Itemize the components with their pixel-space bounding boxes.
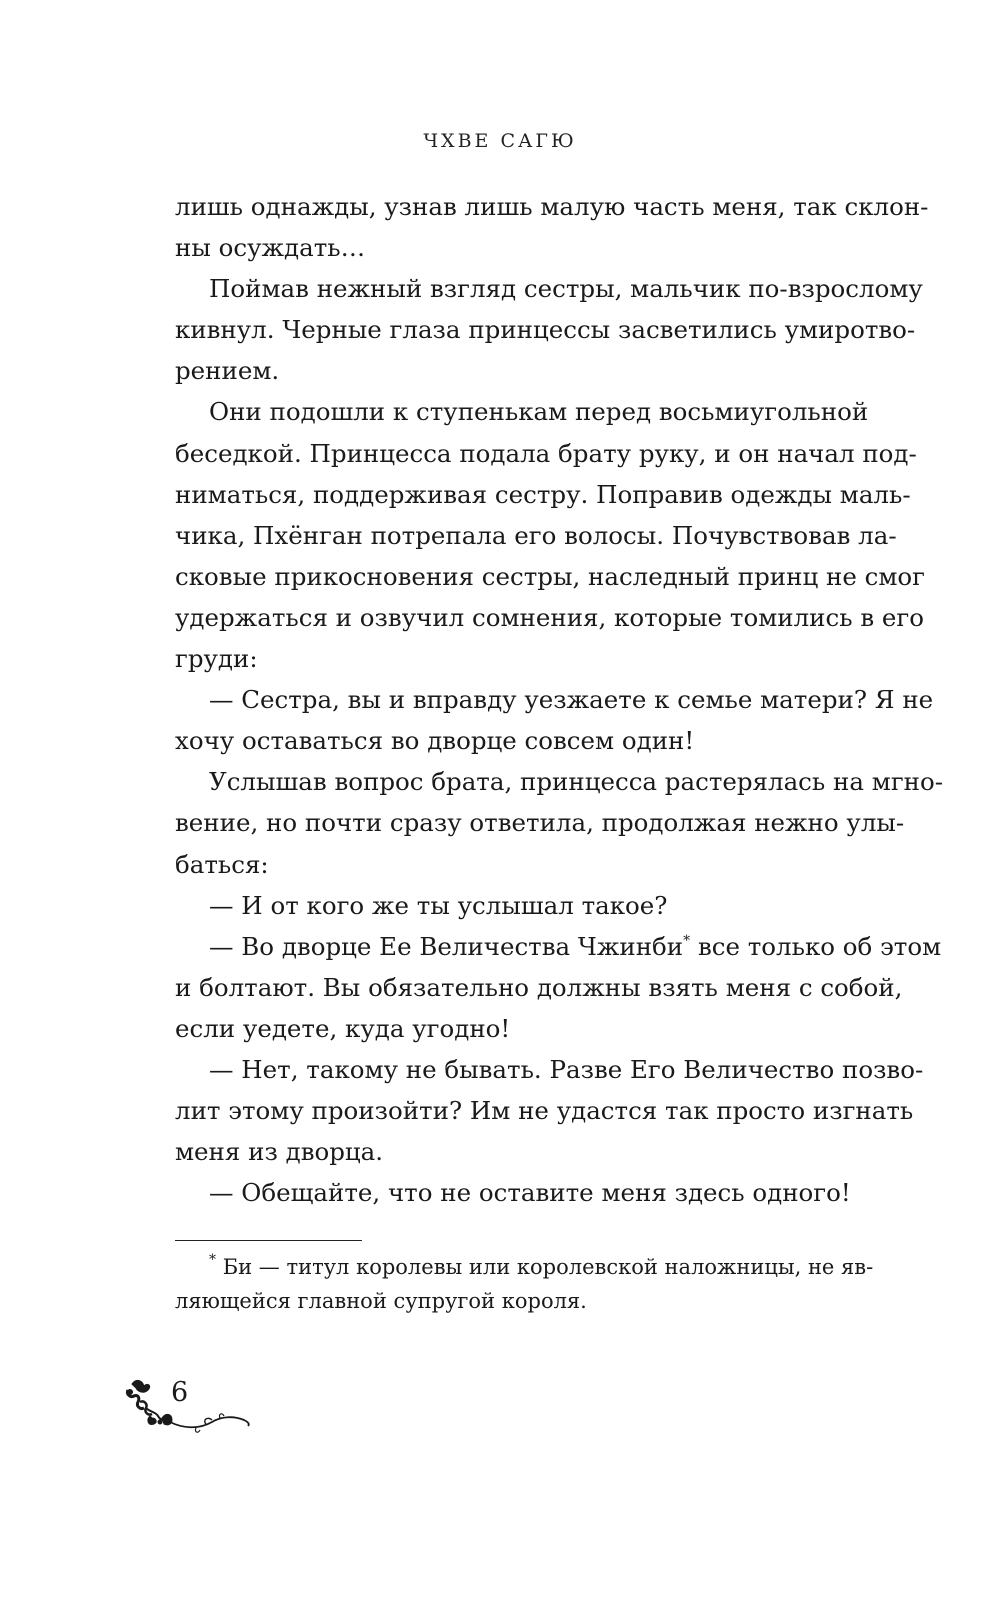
text-line: рением.: [175, 356, 280, 386]
footnote-ref: *: [683, 932, 691, 949]
text-line: Они подошли к ступенькам перед восьмиугольной: [209, 397, 869, 427]
text-line: лишь однажды, узнав лишь малую часть меня, так склон-: [175, 192, 929, 221]
text-line: — Нет, такому не бывать. Разве Его Величество позво-: [209, 1054, 924, 1084]
footnote-divider: [175, 1240, 362, 1241]
footnote-text: Би — титул королевы или королевской наложницы, не яв-: [222, 1255, 874, 1279]
text-line: лит этому произойти? Им не удастся так просто изгнать: [175, 1096, 914, 1126]
text-line: Поймав нежный взгляд сестры, мальчик по-взрослому: [209, 274, 923, 304]
text-line: сковые прикосновения сестры, наследный принц не смог: [175, 561, 925, 591]
body-text: [175, 186, 944, 1213]
text-line: меня из дворца.: [175, 1137, 384, 1167]
floral-ornament-icon: [122, 1372, 257, 1442]
text-line-part: — Во дворце Ее Величества Чжинби: [209, 931, 684, 961]
text-line: кивнул. Черные глаза принцессы засветились умиротво-: [175, 315, 916, 345]
text-line: — И от кого же ты услышал такое?: [209, 890, 668, 920]
text-line: беседкой. Принцесса подала брату руку, и он начал под-: [175, 438, 917, 468]
footnote-line: [175, 1250, 874, 1284]
text-line: и болтают. Вы обязательно должны взять меня с собой,: [175, 972, 903, 1002]
text-line: чика, Пхёнган потрепала его волосы. Почувствовав ла-: [175, 520, 897, 550]
text-line-part: все только об этом: [697, 931, 942, 961]
text-line: ниматься, поддерживая сестру. Поправив одежды маль-: [175, 479, 911, 509]
text-line: удержаться и озвучил сомнения, которые томились в его: [175, 602, 924, 632]
running-head: ЧХВЕ САГЮ: [423, 130, 577, 152]
text-line: хочу оставаться во дворце совсем один!: [175, 726, 695, 756]
text-line: ны осуждать…: [175, 233, 366, 263]
text-line: если уедете, куда угодно!: [175, 1013, 511, 1043]
page-number: 6: [171, 1377, 189, 1408]
text-line: — Сестра, вы и вправду уезжаете к семье матери? Я не: [209, 685, 934, 715]
footnote-marker: *: [209, 1252, 216, 1268]
text-line: [175, 926, 942, 967]
text-line: баться:: [175, 849, 269, 879]
footnote: [175, 1250, 874, 1318]
text-line: вение, но почти сразу ответила, продолжая нежно улы-: [175, 808, 905, 838]
text-line: — Обещайте, что не оставите меня здесь одного!: [209, 1178, 851, 1208]
text-line: Услышав вопрос брата, принцесса растерялась на мгно-: [209, 767, 944, 797]
text-line: груди:: [175, 644, 258, 674]
footnote-line: ляющейся главной супругой короля.: [175, 1289, 587, 1313]
